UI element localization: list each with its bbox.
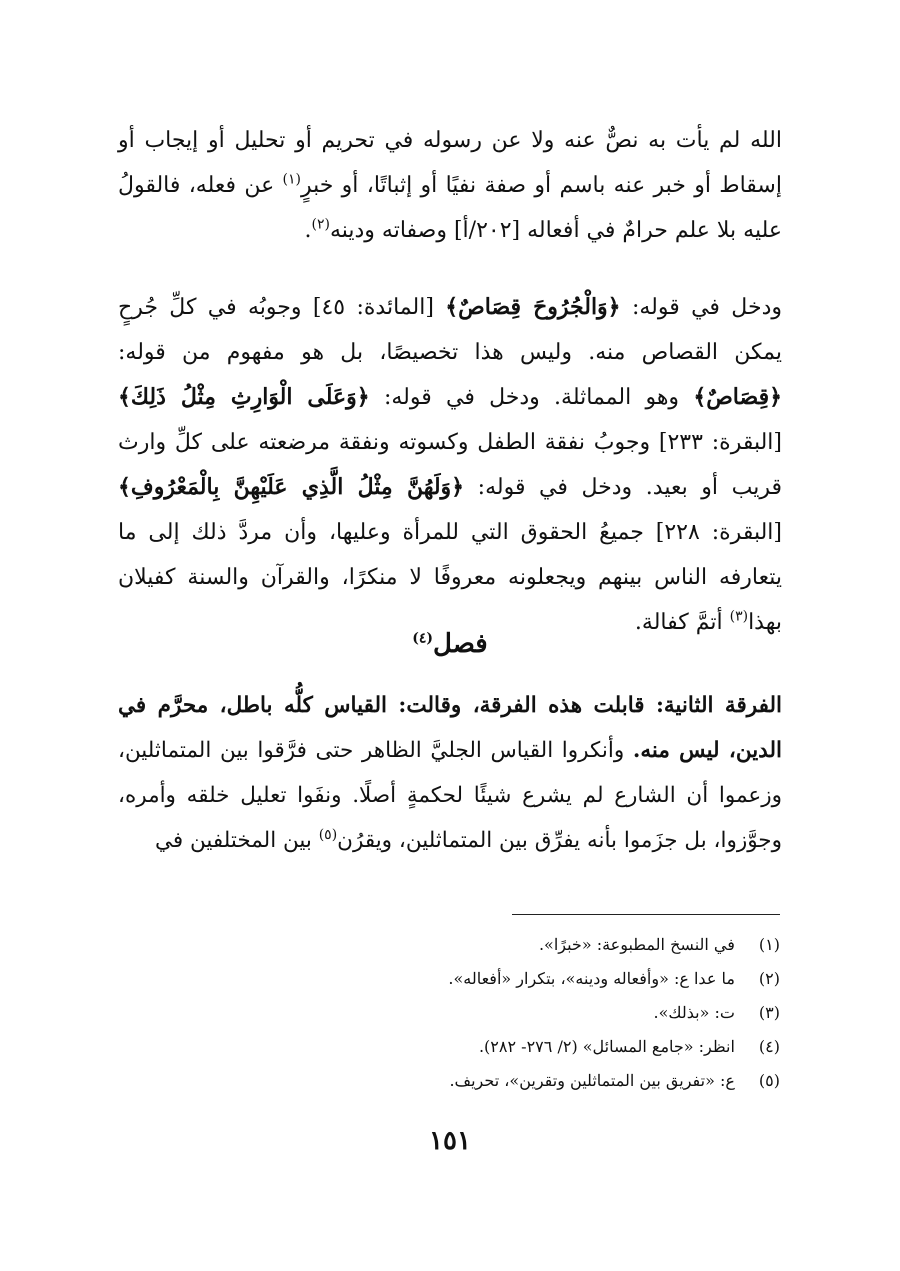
footnote-ref-4[interactable]: (٤) — [412, 630, 434, 647]
footnote-number: (٤) — [758, 1037, 780, 1056]
footnote-number: (١) — [758, 935, 780, 954]
footnote-ref-5[interactable]: (٥) — [318, 826, 338, 843]
footnote-ref-3[interactable]: (٣) — [729, 608, 749, 625]
footnote-text: ع: «تفريق بين المتماثلين وتقرين»، تحريف. — [449, 1071, 735, 1090]
footnote-item — [300, 996, 780, 1030]
quran-verse-4: ﴿وَلَهُنَّ مِثْلُ الَّذِي عَلَيْهِنَّ بِالْمَعْرُوفِ﴾ — [118, 474, 465, 500]
paragraph-2-text-f: أتمَّ كفالة. — [634, 610, 730, 635]
paragraph-3-text-a: وأنكروا القياس الجليَّ الظاهر حتى فرَّقوا بين المتماثلين، وزعموا أن الشارع لم يشرع شيئًا لحكمةٍ أصلًا. ونفَوا تعليل خلقه وأمره، وجوَّزوا، بل جزَموا بأنه يفرِّق بين المتماثلين، ويقرُن — [118, 738, 782, 853]
paragraph-2 — [118, 285, 782, 645]
paragraph-3-bold-text: الفرقة الثانية: قابلت هذه الفرقة، وقالت: القياس كلُّه باطل، محرَّم في الدين، ليس منه. — [118, 693, 782, 763]
footnote-text: ت: «بذلك». — [653, 1003, 735, 1022]
footnote-ref-2[interactable]: (٢) — [311, 216, 330, 233]
paragraph-1 — [118, 118, 782, 253]
footnote-number: (٣) — [758, 1003, 780, 1022]
paragraph-2-text-c: وهو المماثلة. ودخل في قوله: — [369, 385, 694, 410]
paragraph-2-text-d: [البقرة: ٢٣٣] وجوبُ نفقة الطفل وكسوته ونفقة مرضعته على كلِّ وارث قريب أو بعيد. ودخل في قوله: — [118, 430, 782, 500]
footnote-text: في النسخ المطبوعة: «خبرًا». — [538, 935, 735, 954]
paragraph-1-text-c: . — [304, 218, 312, 243]
page-number: ١٥١ — [429, 1126, 471, 1156]
footnote-number: (٢) — [758, 969, 780, 988]
quran-verse-1: ﴿وَالْجُرُوحَ قِصَاصٌ﴾ — [445, 294, 621, 320]
footnote-ref-1[interactable]: (١) — [282, 171, 301, 188]
footnote-item — [300, 962, 780, 996]
section-heading-text: فصل — [433, 629, 488, 659]
footnotes-list — [300, 928, 780, 1098]
paragraph-2-text-b: [المائدة: ٤٥] وجوبُه في كلِّ جُرحٍ يمكن القصاص منه. وليس هذا تخصيصًا، بل هو مفهوم من قوله: — [118, 295, 782, 365]
paragraph-3 — [118, 683, 782, 863]
footnote-item — [300, 1030, 780, 1064]
quran-verse-2: ﴿قِصَاصٌ﴾ — [693, 384, 782, 410]
footnote-divider — [512, 914, 780, 915]
paragraph-2-text-a: ودخل في قوله: — [620, 295, 782, 320]
paragraph-3-text-b: بين المختلفين في — [154, 828, 319, 853]
paragraph-2-text-e: [البقرة: ٢٢٨] جميعُ الحقوق التي للمرأة وعليها، وأن مردَّ ذلك إلى ما يتعارفه الناس بينهم ويجعلونه معروفًا لا منكرًا، والقرآن والسنة كفيلان بهذا — [118, 520, 782, 635]
footnote-text: ما عدا ع: «وأفعاله ودينه»، بتكرار «أفعاله». — [448, 969, 735, 988]
footnote-item — [300, 928, 780, 962]
paragraph-1-text-a: الله لم يأت به نصٌّ عنه ولا عن رسوله في تحريم أو تحليل أو إيجاب أو إسقاط أو خبر عنه باسم أو صفة نفيًا أو إثباتًا، أو خبرٍ — [118, 128, 782, 198]
footnote-text: انظر: «جامع المسائل» (٢/ ٢٧٦- ٢٨٢). — [478, 1037, 735, 1056]
section-heading — [118, 622, 782, 666]
quran-verse-3: ﴿وَعَلَى الْوَارِثِ مِثْلُ ذَلِكَ﴾ — [118, 384, 370, 410]
paragraph-1-text-b: عن فعله، فالقولُ عليه بلا علم حرامٌ في أفعاله [٢٠٢/أ] وصفاته ودينه — [118, 173, 782, 243]
footnote-number: (٥) — [758, 1071, 780, 1090]
footnote-item — [300, 1064, 780, 1098]
